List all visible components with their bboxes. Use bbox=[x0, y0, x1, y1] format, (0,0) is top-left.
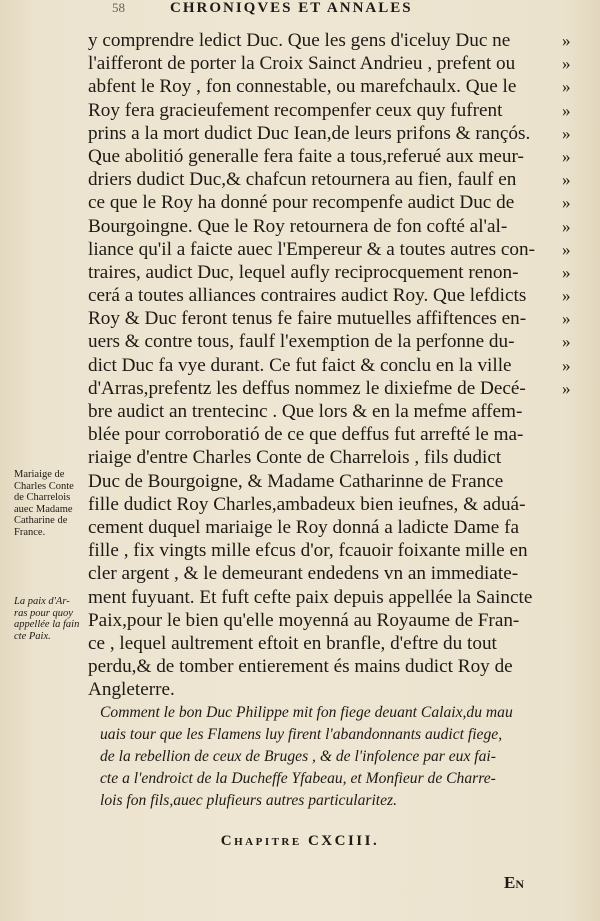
quotation-mark: » bbox=[562, 216, 571, 236]
margin-note-line: de Charrelois bbox=[14, 492, 71, 503]
margin-note-line: appellée la fain bbox=[14, 619, 80, 630]
text-line: Que abolitió generalle fera faite a tous,referué aux meur- bbox=[88, 145, 524, 167]
chapter-heading: Chapitre CXCIII. bbox=[220, 833, 380, 849]
text-line: bre audict an trentecinc . Que lors & en la mefme affem- bbox=[88, 401, 523, 422]
quotation-mark bbox=[562, 539, 582, 562]
text-line: riaige d'entre Charles Conte de Charrelois , fils dudict bbox=[88, 447, 502, 469]
quotation-mark bbox=[562, 632, 582, 655]
text-line: blée pour corroboratió de ce que deffus fut arrefté le ma- bbox=[88, 424, 524, 446]
catchword: En bbox=[504, 873, 525, 892]
margin-note-line: France. bbox=[14, 526, 46, 538]
quotation-mark bbox=[562, 470, 582, 493]
quotation-mark: » bbox=[562, 31, 571, 50]
summary-line: uais tour que les Flamens luy firent l'abandonnants audict fiege, bbox=[100, 726, 503, 743]
quotation-mark: » bbox=[562, 355, 571, 375]
text-line: d'Arras,prefentz les deffus nommez le dixiefme de Decé- bbox=[88, 377, 526, 399]
text-line: y comprendre ledict Duc. Que les gens d'iceluy Duc ne bbox=[88, 30, 511, 51]
margin-note-peace bbox=[14, 596, 92, 642]
quotation-mark: » bbox=[562, 262, 571, 282]
margin-note-line: ras pour quoy bbox=[14, 607, 73, 619]
margin-note-marriage bbox=[14, 469, 92, 538]
quotation-marks-column bbox=[562, 29, 582, 701]
quotation-mark: » bbox=[562, 77, 571, 97]
quotation-mark bbox=[562, 586, 582, 609]
text-line: Paix,pour le bien qu'elle moyenná au Royaume de Fran- bbox=[88, 609, 520, 631]
quotation-mark bbox=[562, 423, 582, 446]
text-line: cler argent , & le demeurant endedens vn an immediate- bbox=[88, 563, 519, 585]
text-line: Bourgoingne. Que le Roy retournera de fon cofté al'al- bbox=[88, 215, 508, 237]
quotation-mark: » bbox=[562, 239, 571, 259]
text-line: ce , lequel aultrement eftoit en branfle, d'eftre du tout bbox=[88, 632, 497, 654]
text-line: Angleterre. bbox=[88, 679, 175, 701]
chapter-summary bbox=[100, 702, 552, 812]
quotation-mark bbox=[562, 493, 582, 516]
quotation-mark: » bbox=[562, 100, 571, 120]
text-line: ment fuyuant. Et fuft cefte paix depuis appellée la Saincte bbox=[88, 586, 533, 608]
text-line: dict Duc fa vye durant. Ce fut faict & conclu en la ville bbox=[88, 354, 512, 376]
text-line: driers dudict Duc,& chafcun retournera au fien, faulf en bbox=[88, 169, 517, 191]
running-head: CHRONIQVES ET ANNALES bbox=[170, 0, 413, 16]
quotation-mark bbox=[562, 400, 582, 423]
margin-note-line: La paix d'Ar- bbox=[14, 596, 70, 607]
page-number: 58 bbox=[112, 0, 125, 15]
quotation-mark bbox=[562, 516, 582, 539]
quotation-mark: » bbox=[562, 286, 571, 306]
summary-line: de la rebellion de ceux de Bruges , & de l'infolence par eux fai- bbox=[100, 748, 496, 765]
text-line: uers & contre tous, faulf l'exemption de la perfonne du- bbox=[88, 331, 515, 353]
text-line: liance qu'il a faicte auec l'Empereur & a toutes autres con- bbox=[88, 238, 535, 260]
quotation-mark: » bbox=[562, 146, 571, 166]
text-line: ce que le Roy ha donné pour recompenfe audict Duc de bbox=[88, 192, 515, 214]
quotation-mark: » bbox=[562, 193, 571, 213]
quotation-mark: » bbox=[562, 123, 571, 143]
text-line: cerá a toutes alliances contraires audict Roy. Que lefdicts bbox=[88, 285, 527, 307]
summary-line: lois fon fils,auec plufieurs autres particularitez. bbox=[100, 792, 397, 809]
quotation-mark bbox=[562, 562, 582, 585]
text-line: l'aifferont de porter la Croix Sainct Andrieu , prefent ou bbox=[88, 53, 516, 75]
margin-note-line: cte Paix. bbox=[14, 630, 51, 642]
text-line: traires, audict Duc, lequel aufly reciprocquement renon- bbox=[88, 261, 519, 283]
text-line: fille , fix vingts mille efcus d'or, fcauoir foixante mille en bbox=[88, 540, 528, 562]
quotation-mark bbox=[562, 609, 582, 632]
margin-note-line: Charles Conte bbox=[14, 480, 74, 492]
text-line: prins a la mort dudict Duc Iean,de leurs prifons & rançós. bbox=[88, 122, 531, 144]
margin-note-line: auec Madame bbox=[14, 503, 73, 515]
quotation-mark: » bbox=[562, 332, 571, 352]
main-text bbox=[88, 29, 550, 701]
quotation-mark bbox=[562, 678, 582, 701]
text-line: Roy & Duc feront tenus fe faire mutuelles affiftences en- bbox=[88, 308, 527, 330]
summary-line: Comment le bon Duc Philippe mit fon fiege deuant Calaix,du mau bbox=[100, 704, 513, 721]
margin-note-line: Mariaige de bbox=[14, 469, 65, 480]
margin-note-line: Catharine de bbox=[14, 515, 68, 526]
quotation-mark bbox=[562, 655, 582, 678]
text-line: fille dudict Roy Charles,ambadeux bien ieufnes, & aduá- bbox=[88, 493, 526, 515]
text-line: Roy fera gracieufement recompenfer ceux quy fufrent bbox=[88, 99, 503, 121]
quotation-mark: » bbox=[562, 170, 571, 190]
text-line: Duc de Bourgoigne, & Madame Catharinne de France bbox=[88, 470, 504, 492]
quotation-mark: » bbox=[562, 378, 571, 398]
text-line: perdu,& de tomber entierement és mains dudict Roy de bbox=[88, 656, 513, 678]
quotation-mark: » bbox=[562, 309, 571, 329]
summary-line: cte a l'endroict de la Ducheffe Yfabeau, et Monfieur de Charre- bbox=[100, 770, 496, 787]
quotation-mark: » bbox=[562, 54, 571, 74]
text-line: cement duquel mariaige le Roy donná a ladicte Dame fa bbox=[88, 516, 520, 538]
quotation-mark bbox=[562, 446, 582, 469]
text-line: abfent le Roy , fon connestable, ou marefchaulx. Que le bbox=[88, 76, 517, 98]
